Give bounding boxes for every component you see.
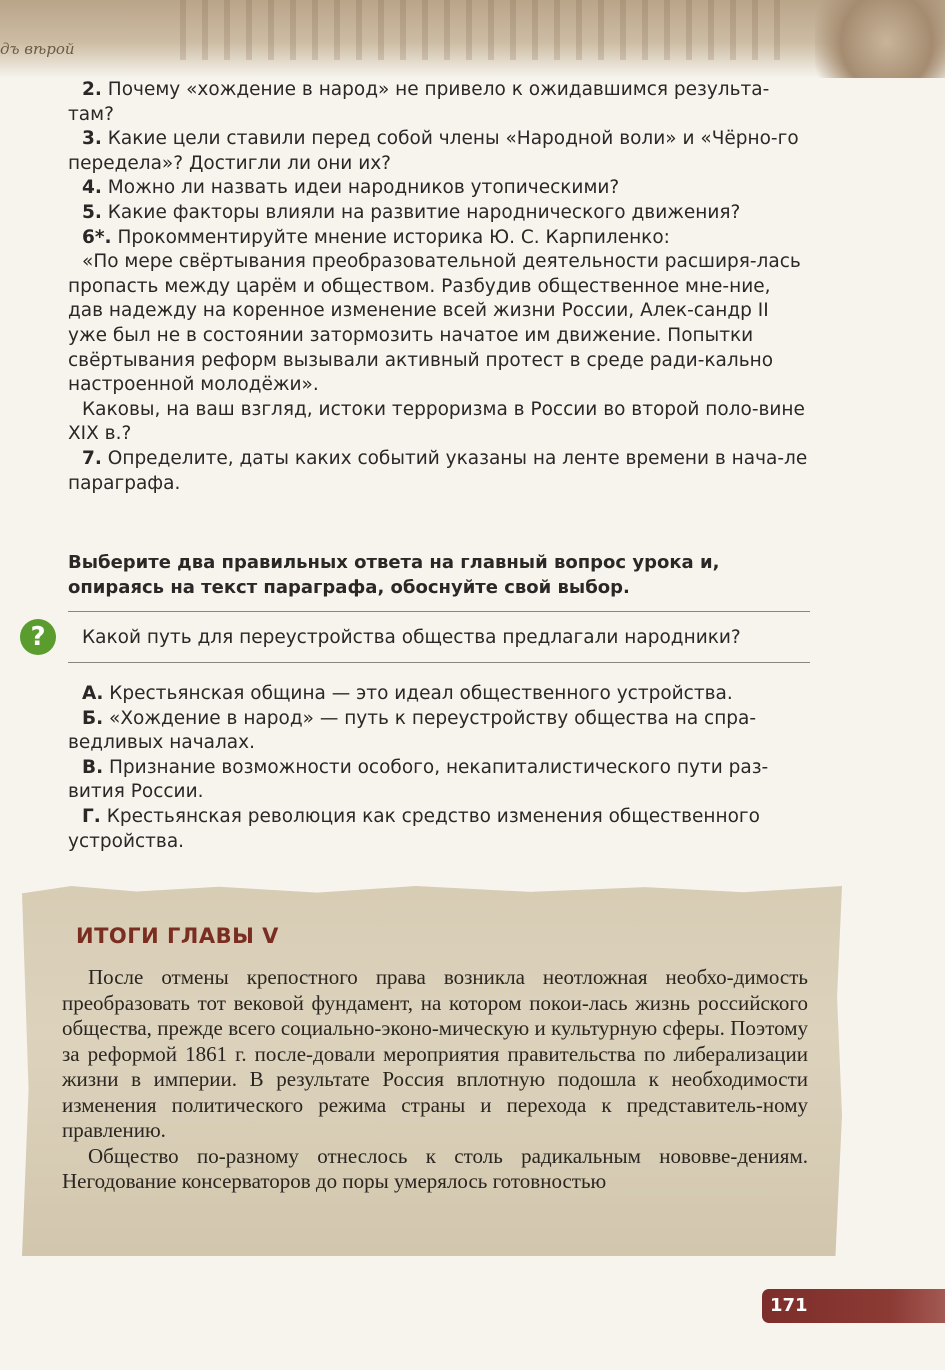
divider-bottom (68, 662, 810, 663)
question-number: 7. (82, 447, 102, 469)
question-2 (68, 78, 810, 127)
page-number: 171 (770, 1295, 808, 1316)
question-4 (68, 176, 810, 201)
question-number: 4. (82, 177, 102, 199)
review-questions (68, 78, 810, 496)
divider-top (68, 611, 810, 612)
historian-quote: «По мере свёртывания преобразовательной деятельности расширя-лась пропасть между царём и обществом. Разбудив общественное мне-ние, дав надежду на коренное изменение всей жизни России, Алек-сандр II уже был не в состоянии затормозить начатое им движение. Попытки свёртывания реформ вызывали активный протест в среде ради-кально настроенной молодёжи». (68, 251, 801, 396)
question-number: 5. (82, 201, 102, 223)
question-mark-icon: ? (20, 619, 56, 655)
question-text: Какие факторы влияли на развитие народнического движения? (101, 201, 741, 223)
answer-letter: Б. (82, 707, 104, 729)
question-number: 2. (82, 79, 102, 100)
answer-options (68, 682, 810, 854)
answer-option (68, 707, 810, 756)
answer-option (68, 805, 810, 854)
question-number: 3. (82, 128, 102, 150)
question-text: Какие цели ставили перед собой члены «Народной воли» и «Чёрно-го передела»? Достигли ли они их? (68, 128, 799, 174)
main-lesson-question: Какой путь для переустройства общества предлагали народники? (82, 627, 741, 648)
chapter-summary-title: ИТОГИ ГЛАВЫ V (76, 924, 279, 948)
answer-text: «Хождение в народ» — путь к переустройству общества на спра-ведливых началах. (68, 707, 757, 754)
answer-option (68, 682, 810, 707)
question-number: 6*. (82, 226, 112, 248)
summary-paragraph: После отмены крепостного права возникла неотложная необхо-димость преобразовать тот вековой фундамент, на котором покои-лась жизнь российского общества, прежде всего социально-эконо-мическую и культурную сферы. Поэтому за реформой 1861 г. после-довали мероприятия правительства по либерализации жизни в империи. В результате Россия вплотную подошла к необходимости изменения политического режима страны и перехода к представитель-ному правлению. (62, 965, 808, 1142)
header-stamp-text: дъ вѣрой (0, 40, 75, 58)
question-5 (68, 201, 810, 226)
question-text: Почему «хождение в народ» не привело к ожидавшимся результа-там? (68, 79, 770, 125)
question-7 (68, 447, 810, 496)
chapter-summary-text (62, 965, 808, 1195)
answer-letter: А. (82, 683, 104, 704)
answer-text: Крестьянская община — это идеал общественного устройства. (103, 683, 733, 704)
question-6 (68, 226, 810, 251)
summary-paragraph: Общество по-разному отнеслось к столь радикальным нововве-дениям. Негодование консерваторов до поры умерялось готовностью (62, 1143, 808, 1193)
answer-text: Крестьянская революция как средство изменения общественного устройства. (68, 805, 760, 852)
question-text: Можно ли назвать идеи народников утопическими? (101, 177, 620, 199)
header-figures-decoration (180, 0, 780, 60)
task-instruction: Выберите два правильных ответа на главный вопрос урока и, опираясь на текст параграфа, обоснуйте свой выбор. (68, 552, 720, 598)
header-portrait (815, 0, 945, 78)
quote-follow-up: Каковы, на ваш взгляд, истоки терроризма в России во второй поло-вине XIX в.? (68, 398, 805, 445)
answer-text: Признание возможности особого, некапиталистического пути раз-вития России. (68, 756, 769, 803)
answer-option (68, 756, 810, 805)
question-3 (68, 127, 810, 176)
answer-letter: Г. (82, 805, 101, 827)
question-text: Определите, даты каких событий указаны на ленте времени в нача-ле параграфа. (68, 447, 808, 494)
question-text: Прокомментируйте мнение историка Ю. С. Карпиленко: (111, 226, 670, 248)
answer-letter: В. (82, 756, 104, 778)
header-illustration (0, 0, 945, 78)
